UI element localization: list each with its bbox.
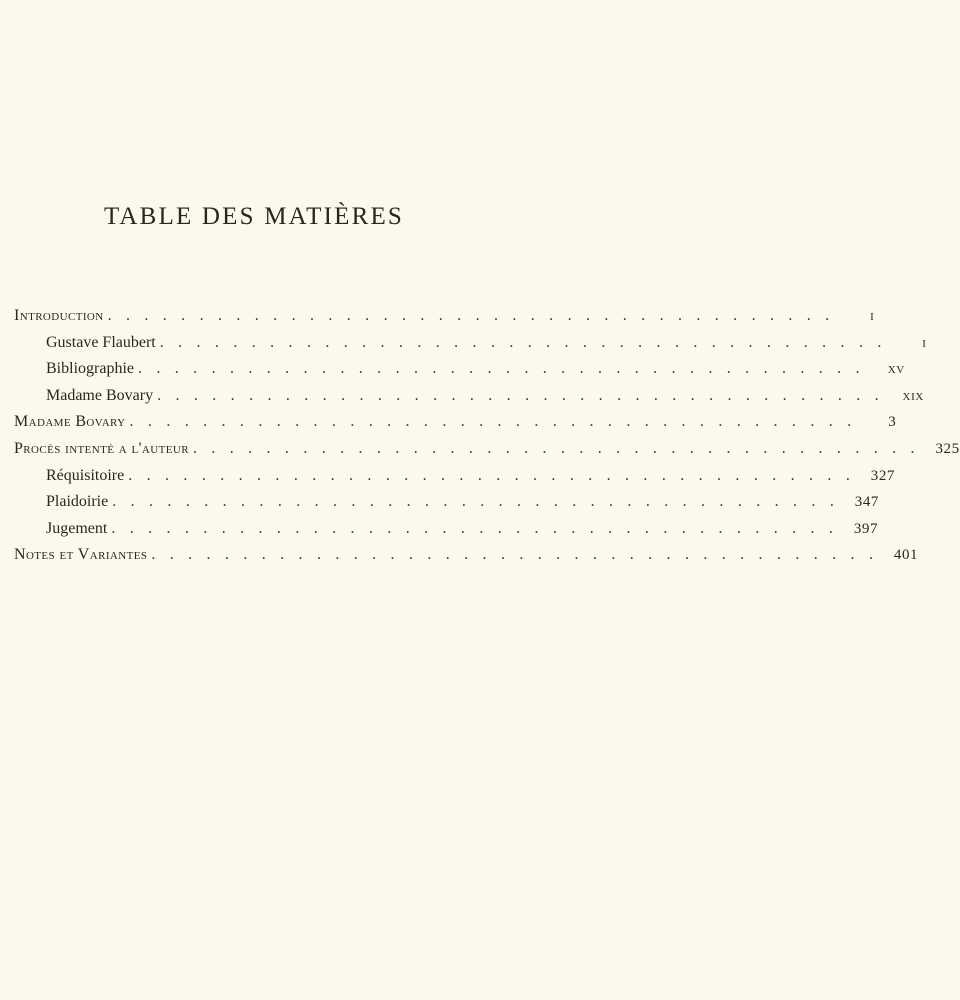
toc-entry-label: Bibliographie [46,360,134,378]
toc-entry-madame-bovary-intro [14,386,924,414]
toc-entry-introduction [14,307,875,334]
toc-entry-jugement [14,519,879,547]
toc-entry-madame-bovary [14,413,897,440]
toc-entry-label: Notes et Variantes [14,546,148,564]
toc-entry-label: Réquisitoire [46,466,125,484]
dot-leader: . . . . . . . . . . . . . . . . . . . . . . . . . . . . . . . . . . . . . . . . [107,307,835,324]
toc-entry-page: 3 [888,414,897,431]
toc-entry-label: Procès intenté a l'auteur [14,439,189,457]
toc-entry-page: xix [902,387,924,404]
toc-entry-page: i [870,308,875,324]
toc-entry-label: Jugement [46,519,108,537]
toc-entry-page: xv [887,361,905,378]
dot-leader: . . . . . . . . . . . . . . . . . . . . . . . . . . . . . . . . . . . . . . . . [137,360,865,378]
toc-entry-notes-et-variantes [14,546,919,573]
toc-entry-label: Madame Bovary [14,413,126,431]
toc-entry-page: i [922,334,927,351]
dot-leader: . . . . . . . . . . . . . . . . . . . . . . . . . . . . . . . . . . . . . . . . [151,546,879,564]
toc-entry-page: 327 [870,467,896,484]
dot-leader: . . . . . . . . . . . . . . . . . . . . . . . . . . . . . . . . . . . . . . . . [129,413,857,431]
toc-entry-page: 401 [893,547,919,564]
toc-entry-gustave-flaubert [14,333,927,361]
dot-leader: . . . . . . . . . . . . . . . . . . . . . . . . . . . . . . . . . . . . . . . . [159,333,887,351]
dot-leader: . . . . . . . . . . . . . . . . . . . . . . . . . . . . . . . . . . . . . . . . [128,466,856,484]
dot-leader: . . . . . . . . . . . . . . . . . . . . . . . . . . . . . . . . . . . . . . . . [111,519,839,537]
toc-entry-proces [14,439,960,467]
page-title: TABLE DES MATIÈRES [103,203,405,230]
toc-entry-plaidoirie [14,493,880,520]
table-of-contents [14,307,960,573]
toc-entry-label: Madame Bovary [46,386,154,404]
toc-entry-label: Plaidoirie [46,493,109,511]
toc-entry-label: Gustave Flaubert [46,333,156,351]
toc-entry-page: 325 [935,440,960,457]
dot-leader: . . . . . . . . . . . . . . . . . . . . . . . . . . . . . . . . . . . . . . . . [192,439,920,457]
toc-entry-label: Introduction [14,307,104,324]
toc-entry-bibliographie [14,360,905,387]
dot-leader: . . . . . . . . . . . . . . . . . . . . . . . . . . . . . . . . . . . . . . . . [112,493,840,511]
toc-entry-page: 347 [854,494,880,511]
dot-leader: . . . . . . . . . . . . . . . . . . . . . . . . . . . . . . . . . . . . . . . . [157,386,884,404]
toc-entry-page: 397 [853,520,879,537]
toc-entry-requisitoire [14,466,896,494]
